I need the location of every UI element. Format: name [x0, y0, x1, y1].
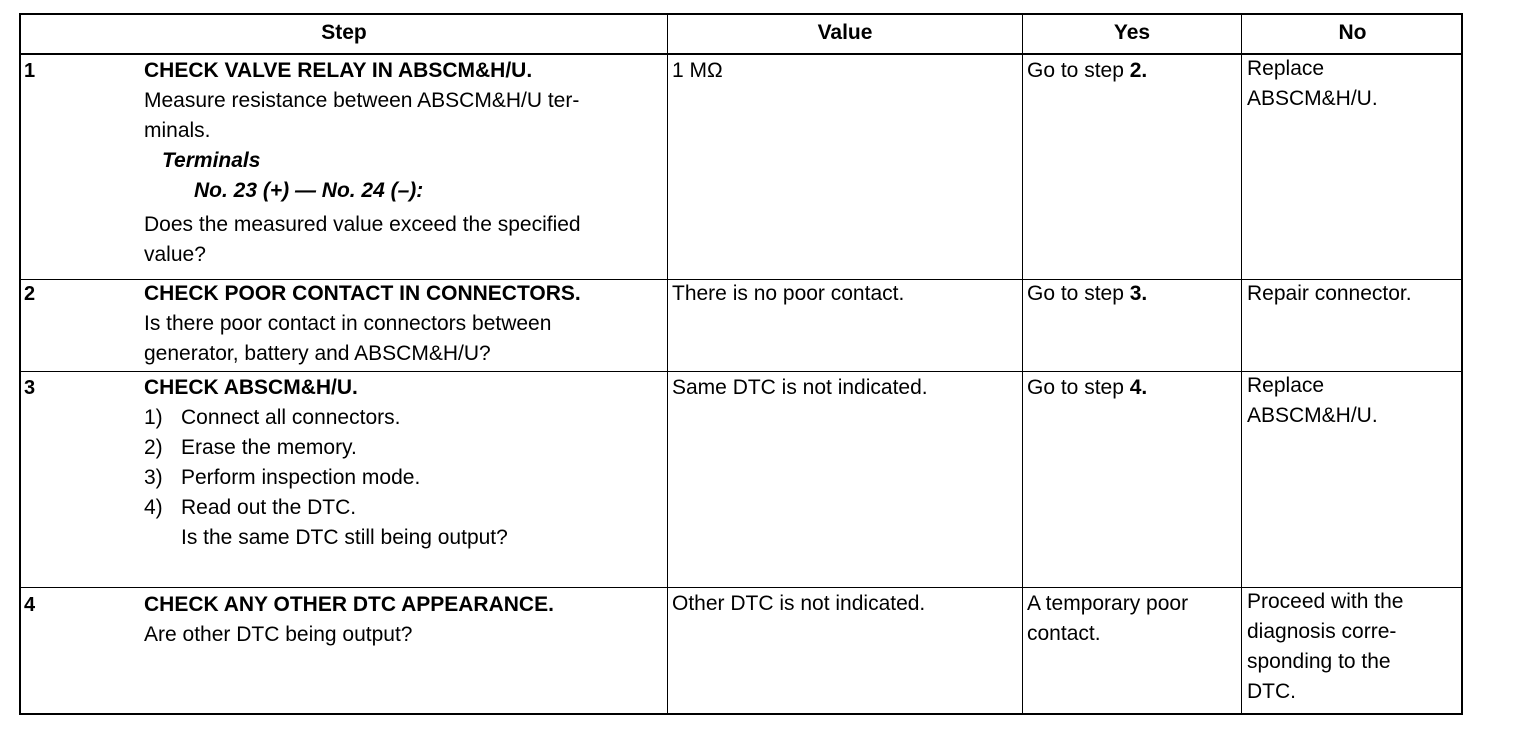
list-item	[144, 463, 664, 493]
header-divider	[21, 53, 1461, 55]
step-number: 4	[24, 594, 36, 616]
step-question: value?	[144, 243, 206, 266]
no-text: sponding to the	[1247, 650, 1391, 673]
step-title: CHECK ABSCM&H/U.	[144, 376, 358, 399]
header-step: Step	[321, 21, 367, 44]
step-number: 3	[24, 377, 36, 399]
yes-text: Go to step	[1027, 59, 1130, 82]
no-text: Replace	[1247, 57, 1325, 80]
step-body: Are other DTC being output?	[144, 623, 413, 646]
col-divider-no	[1241, 15, 1242, 713]
terminals-label: Terminals	[162, 149, 261, 172]
value-cell-1: 1 MΩ	[672, 59, 723, 82]
yes-cell-1	[1027, 56, 1147, 86]
diagnostic-table	[19, 13, 1463, 715]
step-cell-1	[144, 56, 664, 270]
yes-text: A temporary poor	[1027, 592, 1189, 615]
list-item	[144, 403, 664, 433]
no-text: ABSCM&H/U.	[1247, 404, 1378, 427]
no-text: diagnosis corre-	[1247, 620, 1397, 643]
list-item-number: 1)	[144, 406, 163, 429]
yes-cell-3	[1027, 373, 1147, 403]
yes-text: Go to step	[1027, 376, 1130, 399]
step-number: 1	[24, 60, 36, 82]
step-cell-3	[144, 373, 664, 553]
no-cell-2: Repair connector.	[1247, 282, 1412, 305]
yes-cell-4	[1027, 589, 1188, 649]
step-question: Does the measured value exceed the specified	[144, 213, 581, 236]
step-cell-2	[144, 279, 666, 369]
step-body: generator, battery and ABSCM&H/U?	[144, 342, 491, 365]
list-item-number: 2)	[144, 436, 163, 459]
list-item-number: 3)	[144, 466, 163, 489]
list-item	[144, 433, 664, 463]
col-divider-value	[667, 15, 668, 713]
step-question: Is the same DTC still being output?	[181, 526, 508, 549]
no-cell-1	[1247, 54, 1378, 114]
yes-step-ref: 2.	[1129, 59, 1148, 82]
no-text: ABSCM&H/U.	[1247, 87, 1378, 110]
step-title: CHECK ANY OTHER DTC APPEARANCE.	[144, 593, 554, 616]
step-title: CHECK VALVE RELAY IN ABSCM&H/U.	[144, 59, 533, 82]
yes-step-ref: 3.	[1129, 282, 1148, 305]
yes-cell-2	[1027, 279, 1147, 309]
no-text: Replace	[1247, 374, 1325, 397]
step-title: CHECK POOR CONTACT IN CONNECTORS.	[144, 282, 581, 305]
list-item-text: Erase the memory.	[181, 436, 357, 459]
no-cell-4	[1247, 587, 1403, 707]
no-cell-3	[1247, 371, 1378, 431]
header-value: Value	[817, 21, 873, 44]
yes-step-ref: 4.	[1129, 376, 1148, 399]
step-body: Is there poor contact in connectors between	[144, 312, 552, 335]
value-cell-4: Other DTC is not indicated.	[672, 592, 926, 615]
col-divider-yes	[1022, 15, 1023, 713]
row-divider-3	[21, 587, 1461, 588]
header-no: No	[1338, 21, 1367, 44]
terminals-value: No. 23 (+) — No. 24 (–):	[194, 179, 424, 202]
yes-text: contact.	[1027, 622, 1101, 645]
no-text: DTC.	[1247, 680, 1296, 703]
list-item	[144, 493, 664, 523]
step-body: minals.	[144, 119, 211, 142]
yes-text: Go to step	[1027, 282, 1130, 305]
list-item-number: 4)	[144, 496, 163, 519]
list-item-text: Connect all connectors.	[181, 406, 401, 429]
list-item-text: Read out the DTC.	[181, 496, 357, 519]
row-divider-2	[21, 371, 1461, 372]
value-cell-2: There is no poor contact.	[672, 282, 905, 305]
value-cell-3: Same DTC is not indicated.	[672, 376, 928, 399]
header-yes: Yes	[1113, 21, 1151, 44]
step-body: Measure resistance between ABSCM&H/U ter-	[144, 89, 580, 112]
step-number: 2	[24, 283, 36, 305]
no-text: Proceed with the	[1247, 590, 1404, 613]
list-item-text: Perform inspection mode.	[181, 466, 421, 489]
step-cell-4	[144, 590, 664, 650]
